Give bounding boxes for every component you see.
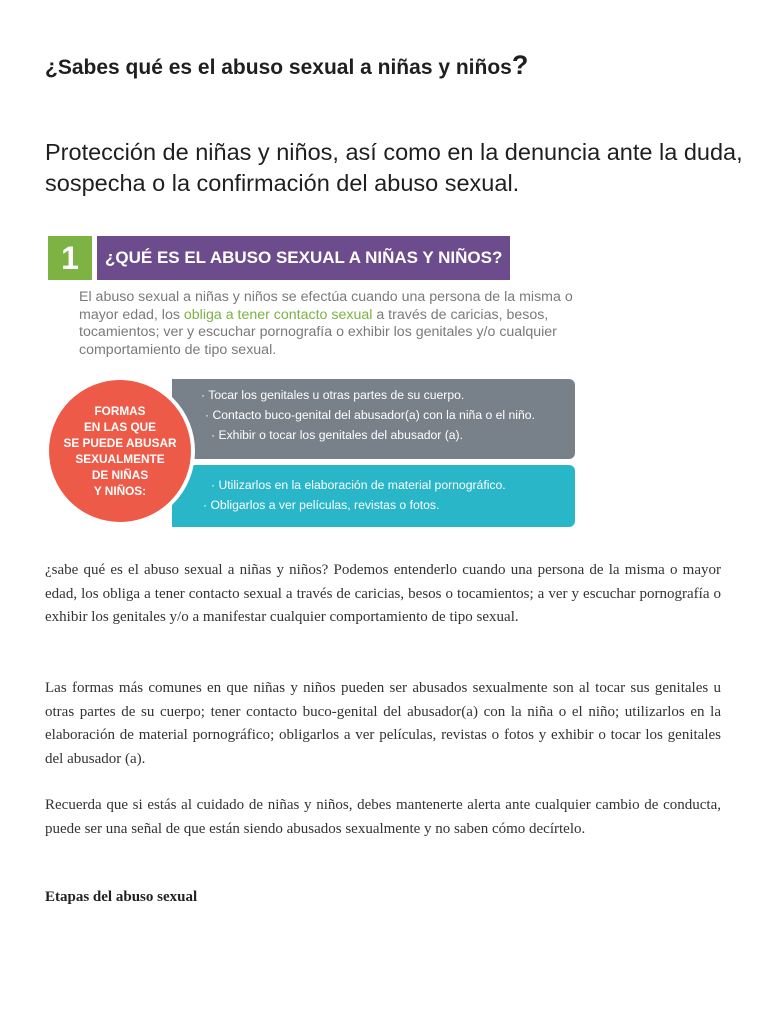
definition-highlight: obliga a tener contacto sexual xyxy=(183,306,373,323)
infographic xyxy=(45,228,595,530)
form-item: · Tocar los genitales u otras partes de su cuerpo. xyxy=(201,388,465,402)
body-paragraph: Recuerda que si estás al cuidado de niñas y niños, debes mantenerte alerta ante cualquier cambio de conducta, puede ser una señal de que están siendo abusados sexualmente y no saben cómo decírtelo. xyxy=(45,797,721,837)
definition-text-start: El abuso sexual a niñas y niños se efectúa cuando una persona de la misma o mayor edad, los xyxy=(79,289,573,323)
definition-text-end: a través de caricias, besos, tocamientos; ver y escuchar pornografía o exhibir los genitales y/o cualquier comportamiento de tipo sexual. xyxy=(79,306,557,358)
page-subtitle: Protección de niñas y niños, así como en la denuncia ante la duda, sospecha o la confirmación del abuso sexual. xyxy=(45,139,743,196)
infographic-definition xyxy=(79,289,585,359)
body-paragraph: Las formas más comunes en que niñas y niños pueden ser abusados sexualmente son al tocar sus genitales u otras partes de su cuerpo; tener contacto buco-genital del abusador(a) con la niña o el niño; utilizarlos en la elaboración de material pornográfico; obligarlos a ver películas, revistas o fotos y exhibir o tocar los genitales del abusador (a). xyxy=(45,680,721,767)
forms-circle xyxy=(45,376,195,526)
forms-circle-label: FORMAS EN LAS QUE SE PUEDE ABUSAR SEXUALMENTE DE NIÑAS Y NIÑOS: xyxy=(63,404,177,498)
form-item: · Exhibir o tocar los genitales del abusador (a). xyxy=(211,428,464,442)
form-item: · Contacto buco-genital del abusador(a) con la niña o el niño. xyxy=(205,408,535,422)
section-heading: Etapas del abuso sexual xyxy=(45,889,198,905)
form-item: · Obligarlos a ver películas, revistas o fotos. xyxy=(203,498,440,512)
infographic-number-badge: 1 xyxy=(48,236,92,280)
body-paragraph: ¿sabe qué es el abuso sexual a niñas y niños? Podemos entenderlo cuando una persona de la misma o mayor edad, los obliga a tener contacto sexual a través de caricias, besos o tocamientos; a ver y escuchar pornografía o exhibir los genitales y/o a manifestar cualquier comportamiento de tipo sexual. xyxy=(45,562,721,625)
infographic-heading: ¿QUÉ ES EL ABUSO SEXUAL A NIÑAS Y NIÑOS? xyxy=(97,236,510,280)
page-title-question-mark: ? xyxy=(511,50,529,80)
form-item: · Utilizarlos en la elaboración de material pornográfico. xyxy=(211,478,506,492)
forms-teal-panel xyxy=(172,465,575,527)
page-title xyxy=(45,50,735,81)
page-title-text: ¿Sabes qué es el abuso sexual a niñas y niños xyxy=(45,56,512,79)
